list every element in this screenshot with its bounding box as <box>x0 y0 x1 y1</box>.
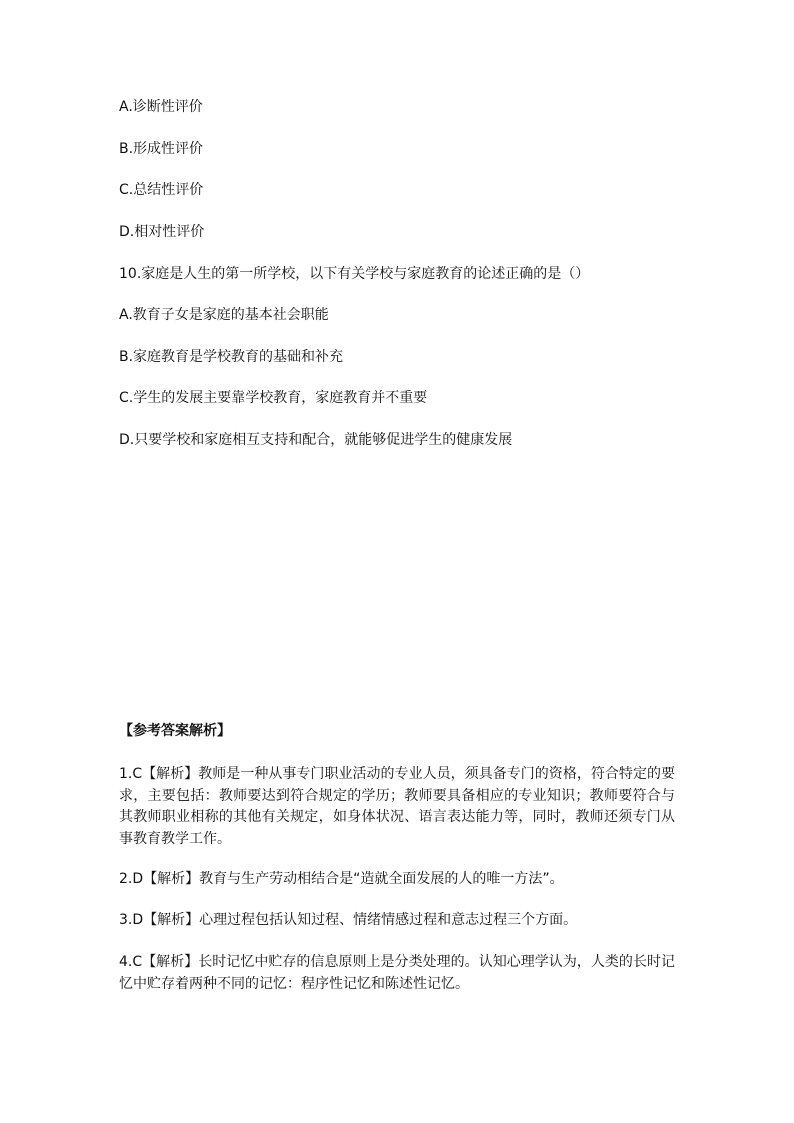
q10-option-b: B.家庭教育是学校教育的基础和补充 <box>119 349 344 365</box>
answer-heading: 【参考答案解析】 <box>119 723 231 739</box>
answer-item-2: 2.D【解析】教育与生产劳动相结合是“造就全面发展的人的唯一方法”。 <box>119 871 564 887</box>
answer-item-4: 4.C【解析】长时记忆中贮存的信息原则上是分类处理的。认知心理学认为，人类的长时记忆中贮存着两种不同的记忆：程序性记忆和陈述性记忆。 <box>119 954 675 992</box>
q9-option-b: B.形成性评价 <box>119 141 204 157</box>
q9-option-d: D.相对性评价 <box>119 224 205 240</box>
q9-option-a: A.诊断性评价 <box>119 99 203 115</box>
q10-option-c: C.学生的发展主要靠学校教育，家庭教育并不重要 <box>119 390 428 406</box>
answer-item-1: 1.C【解析】教师是一种从事专门职业活动的专业人员，须具备专门的资格，符合特定的要求，主要包括：教师要达到符合规定的学历；教师要具备相应的专业知识；教师要符合与其教师职业相称的其他有关规定，如身体状况、语言表达能力等，同时，教师还须专门从事教育教学工作。 <box>119 766 675 847</box>
answer-item-3: 3.D【解析】心理过程包括认知过程、情绪情感过程和意志过程三个方面。 <box>119 912 578 928</box>
q9-option-c: C.总结性评价 <box>119 182 204 198</box>
q10-option-d: D.只要学校和家庭相互支持和配合，就能够促进学生的健康发展 <box>119 432 513 448</box>
q10-stem: 10.家庭是人生的第一所学校，以下有关学校与家庭教育的论述正确的是（） <box>119 266 590 282</box>
q10-option-a: A.教育子女是家庭的基本社会职能 <box>119 307 329 323</box>
